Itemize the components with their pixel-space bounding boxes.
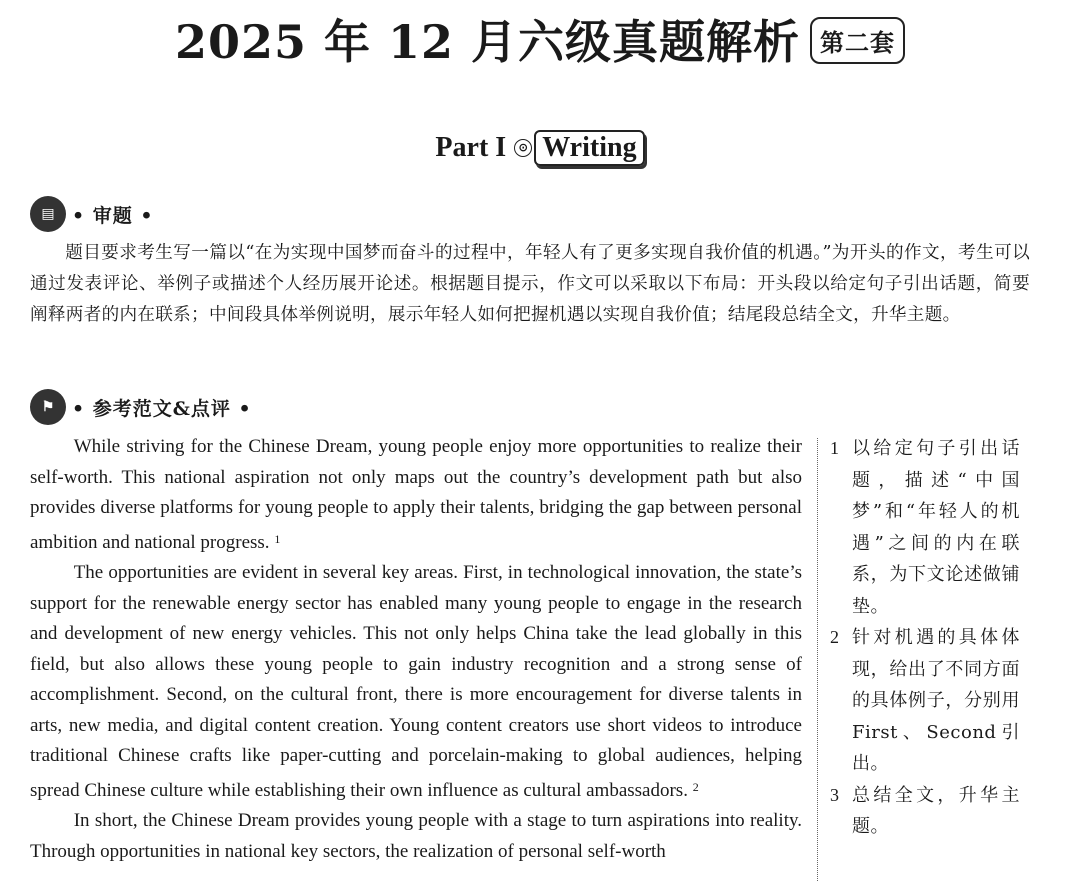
note-item	[830, 780, 1020, 843]
part-number: Part I	[435, 132, 507, 163]
book-icon: ▤	[30, 196, 66, 232]
part-heading	[0, 130, 1080, 166]
analysis-paragraph: 题目要求考生写一篇以“在为实现中国梦而奋斗的过程中，年轻人有了更多实现自我价值的机遇。”为开头的作文，考生可以通过发表评论、举例子或描述个人经历展开论述。根据题目提示，作文可以采取以下布局：开头段以给定句子引出话题，简要阐释两者的内在联系；中间段具体举例说明，展示年轻人如何把握机遇以实现自我价值；结尾段总结全文，升华主题。	[30, 243, 1030, 325]
essay-paragraph-2: The opportunities are evident in several key areas. First, in technological innovation, the state’s support for the renewable energy sector has enabled many young people to engage in the research and development of new energy vehicles. This not only helps China take the lead globally in this field, but also allows these young people to gain industry recognition and a strong sense of accomplishment. Second, on the cultural front, there is more encouragement for diverse talents in arts, new media, and digital content creation. Young content creators use short videos to introduce traditional Chinese crafts like paper-cutting and porcelain-making to global audiences, helping spread Chinese culture while establishing their own influence as cultural ambassadors. $^2$	[30, 562, 802, 801]
note-ref-2: 2	[692, 779, 699, 794]
analysis-heading-text: • 审题 •	[72, 204, 154, 227]
analysis-heading	[30, 196, 154, 232]
note-number: 2	[830, 627, 839, 647]
note-number: 1	[830, 438, 839, 458]
page-title	[0, 6, 1080, 72]
note-text: 针对机遇的具体体现，给出了不同方面的具体例子，分别用First、Second引出。	[852, 627, 1020, 774]
title-text: 2025 年 12 月六级真题解析	[174, 15, 801, 69]
note-item	[830, 433, 1020, 622]
notes-divider	[817, 438, 818, 881]
note-text: 以给定句子引出话题，描述“中国梦”和“年轻人的机遇”之间的内在联系，为下文论述做铺垫。	[852, 438, 1020, 617]
commentary-notes	[830, 433, 1020, 843]
note-item	[830, 622, 1020, 780]
sample-essay	[30, 432, 802, 867]
essay-paragraph-3: In short, the Chinese Dream provides young people with a stage to turn aspirations into reality. Through opportunities in national key sectors, the realization of personal self-worth	[30, 810, 802, 862]
note-text: 总结全文，升华主题。	[852, 784, 1020, 837]
circle-arrow-icon: ⊙	[514, 139, 532, 157]
sample-heading-text: • 参考范文&点评 •	[72, 397, 252, 420]
flag-icon: ⚑	[30, 389, 66, 425]
note-number: 3	[830, 784, 839, 805]
section-name-box: Writing	[534, 130, 644, 166]
sample-heading	[30, 389, 252, 425]
note-ref-1: 1	[274, 531, 281, 546]
set-label-badge: 第二套	[810, 17, 905, 64]
essay-paragraph-1: While striving for the Chinese Dream, young people enjoy more opportunities to realize their self-worth. This national aspiration not only maps out the country’s development path but also provides diverse platforms for young people to apply their talents, bridging the gap between personal ambition and national progress. $^1$	[30, 436, 802, 553]
